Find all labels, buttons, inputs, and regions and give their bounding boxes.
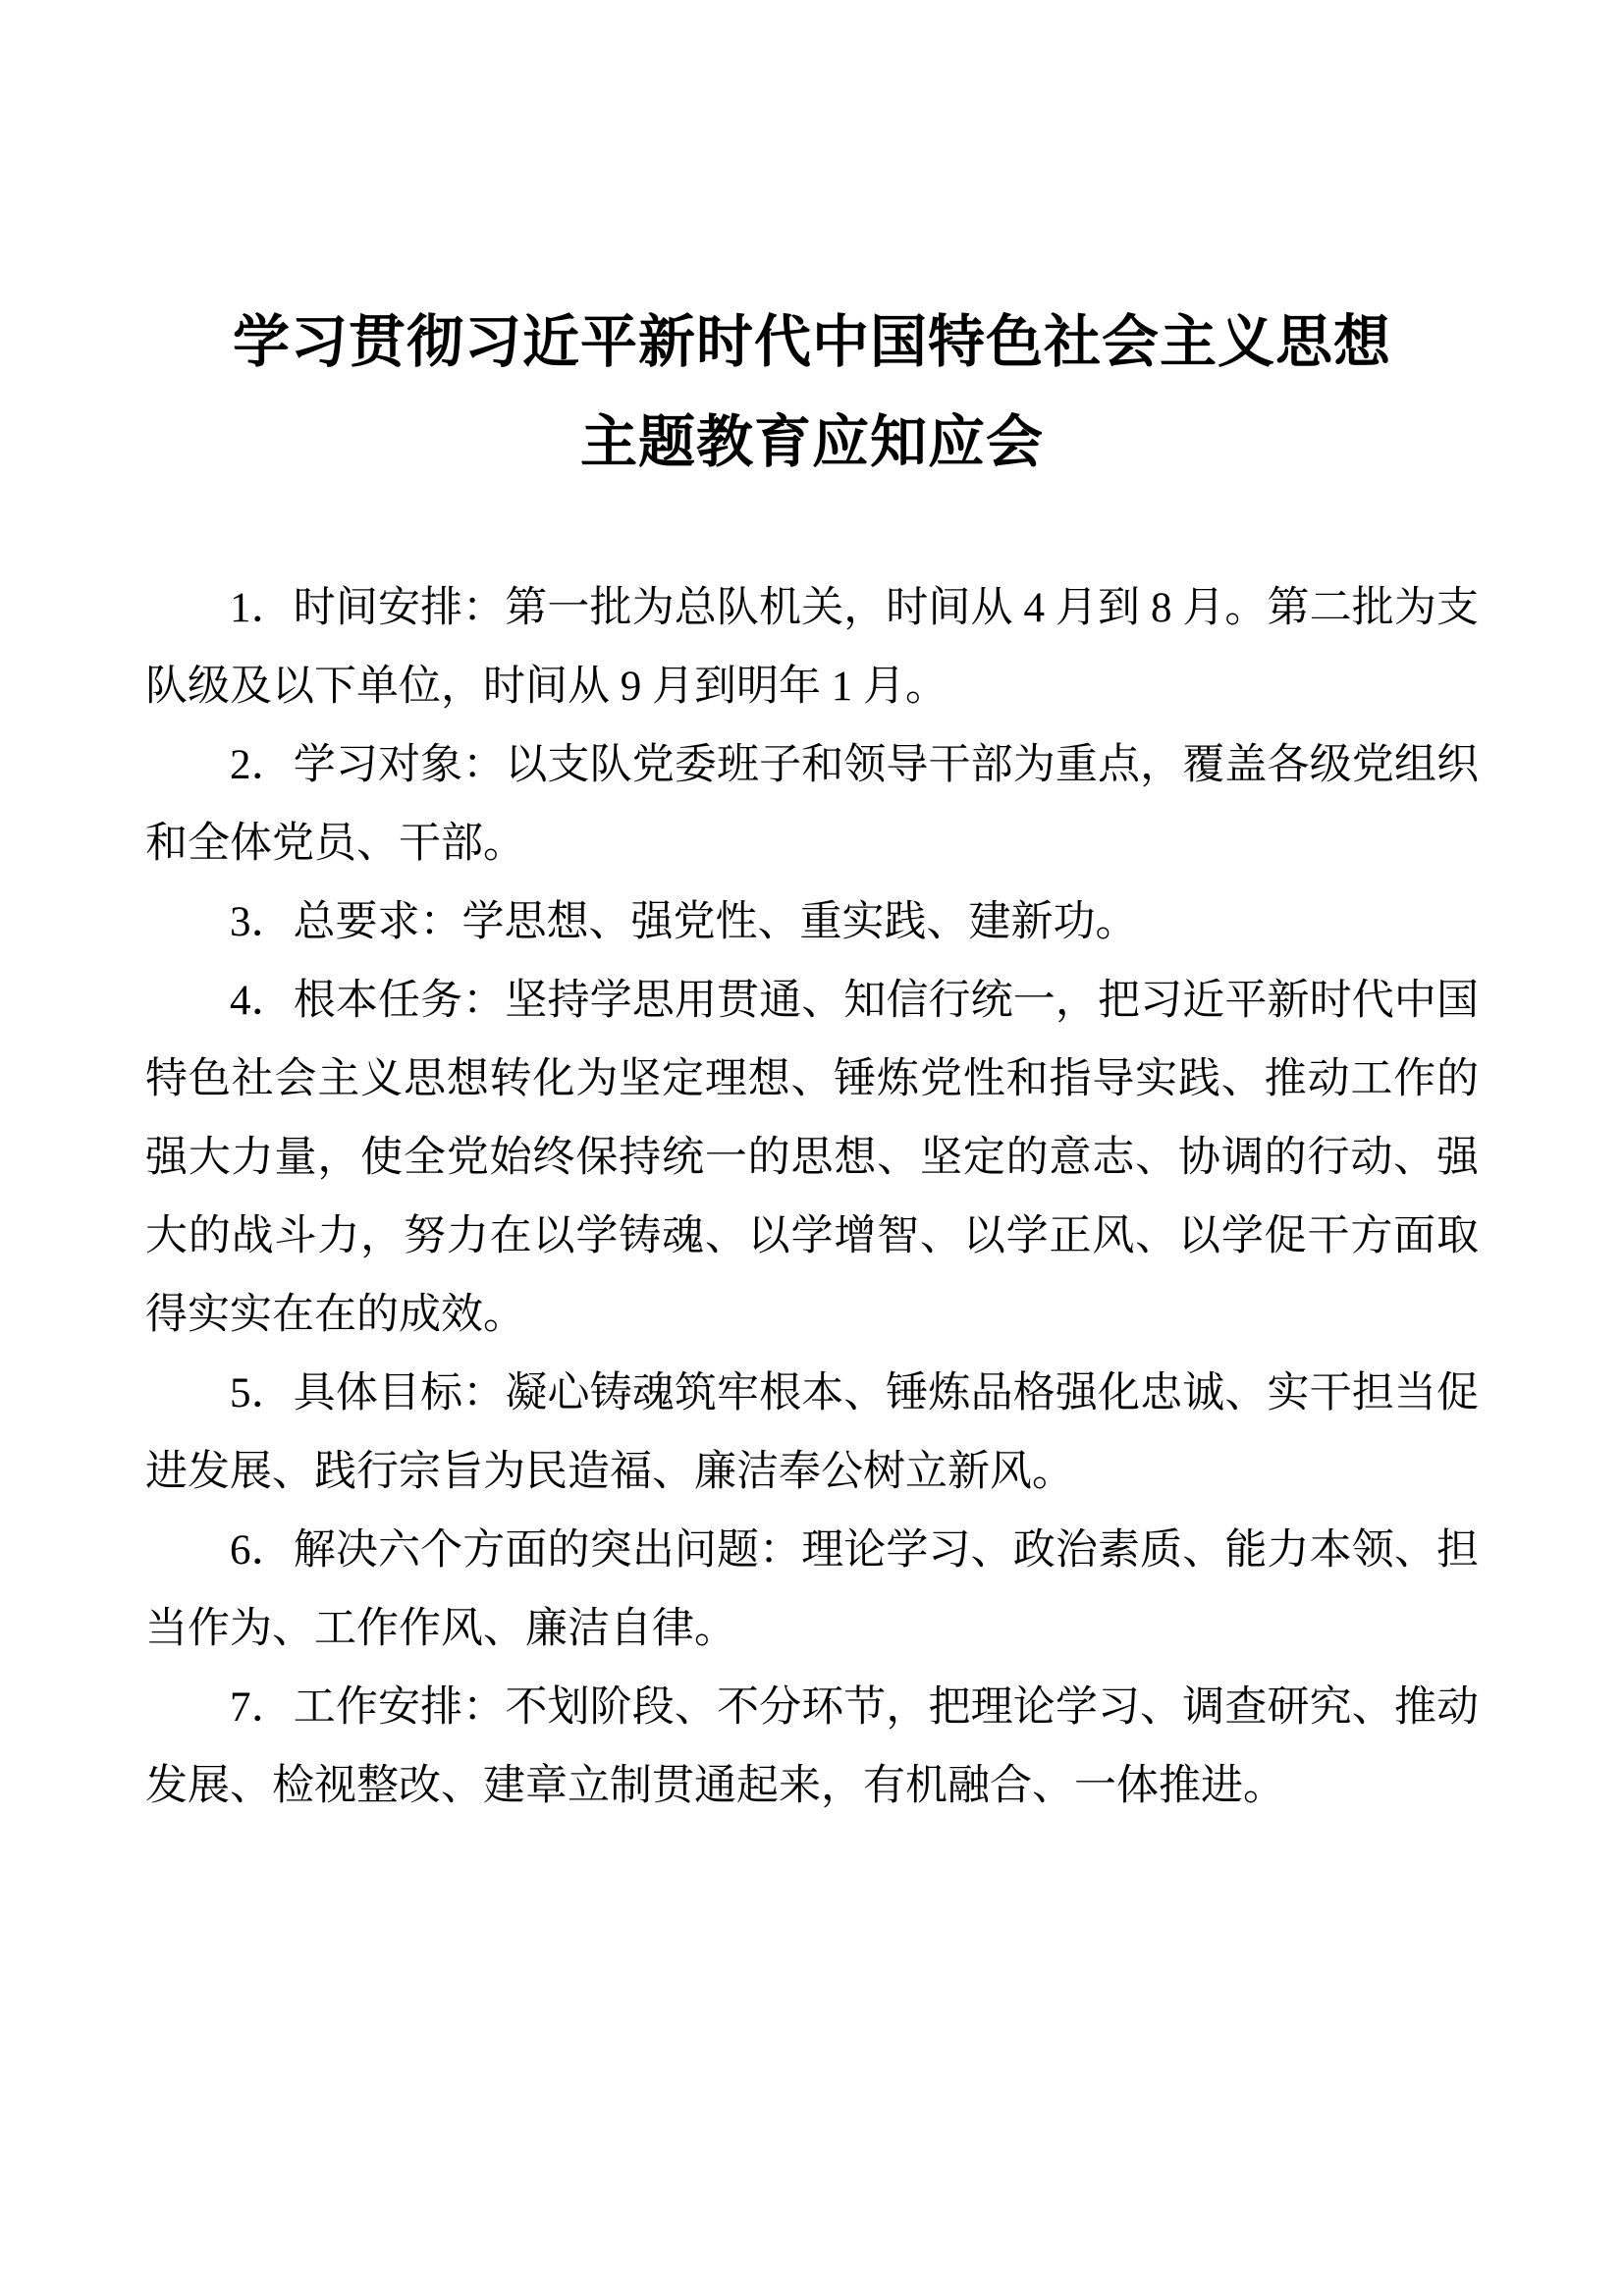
document-body — [145, 569, 1479, 1826]
body-paragraph: 5．具体目标：凝心铸魂筑牢根本、锤炼品格强化忠诚、实干担当促进发展、践行宗旨为民造福、廉洁奉公树立新风。 — [145, 1370, 1479, 1495]
document-title-line-2: 主题教育应知应会 — [579, 410, 1044, 474]
body-paragraph: 3．总要求：学思想、强党性、重实践、建新功。 — [230, 899, 1138, 945]
body-paragraph: 7．工作安排：不划阶段、不分环节，把理论学习、调查研究、推动发展、检视整改、建章立制贯通起来，有机融合、一体推进。 — [145, 1684, 1479, 1809]
body-paragraph: 2．学习对象：以支队党委班子和领导干部为重点，覆盖各级党组织和全体党员、干部。 — [145, 742, 1479, 867]
body-paragraph: 4．根本任务：坚持学思用贯通、知信行统一，把习近平新时代中国特色社会主义思想转化为坚定理想、锤炼党性和指导实践、推动工作的强大力量，使全党始终保持统一的思想、坚定的意志、协调的行动、强大的战斗力，努力在以学铸魂、以学增智、以学正风、以学促干方面取得实实在在的成效。 — [145, 978, 1479, 1338]
body-paragraph: 1．时间安排：第一批为总队机关，时间从 4 月到 8 月。第二批为支队级及以下单位，时间从 9 月到明年 1 月。 — [145, 585, 1479, 710]
document-title — [145, 293, 1479, 493]
document-title-line-1: 学习贯彻习近平新时代中国特色社会主义思想 — [232, 310, 1391, 374]
body-paragraph: 6．解决六个方面的突出问题：理论学习、政治素质、能力本领、担当作为、工作作风、廉洁自律。 — [145, 1527, 1479, 1652]
